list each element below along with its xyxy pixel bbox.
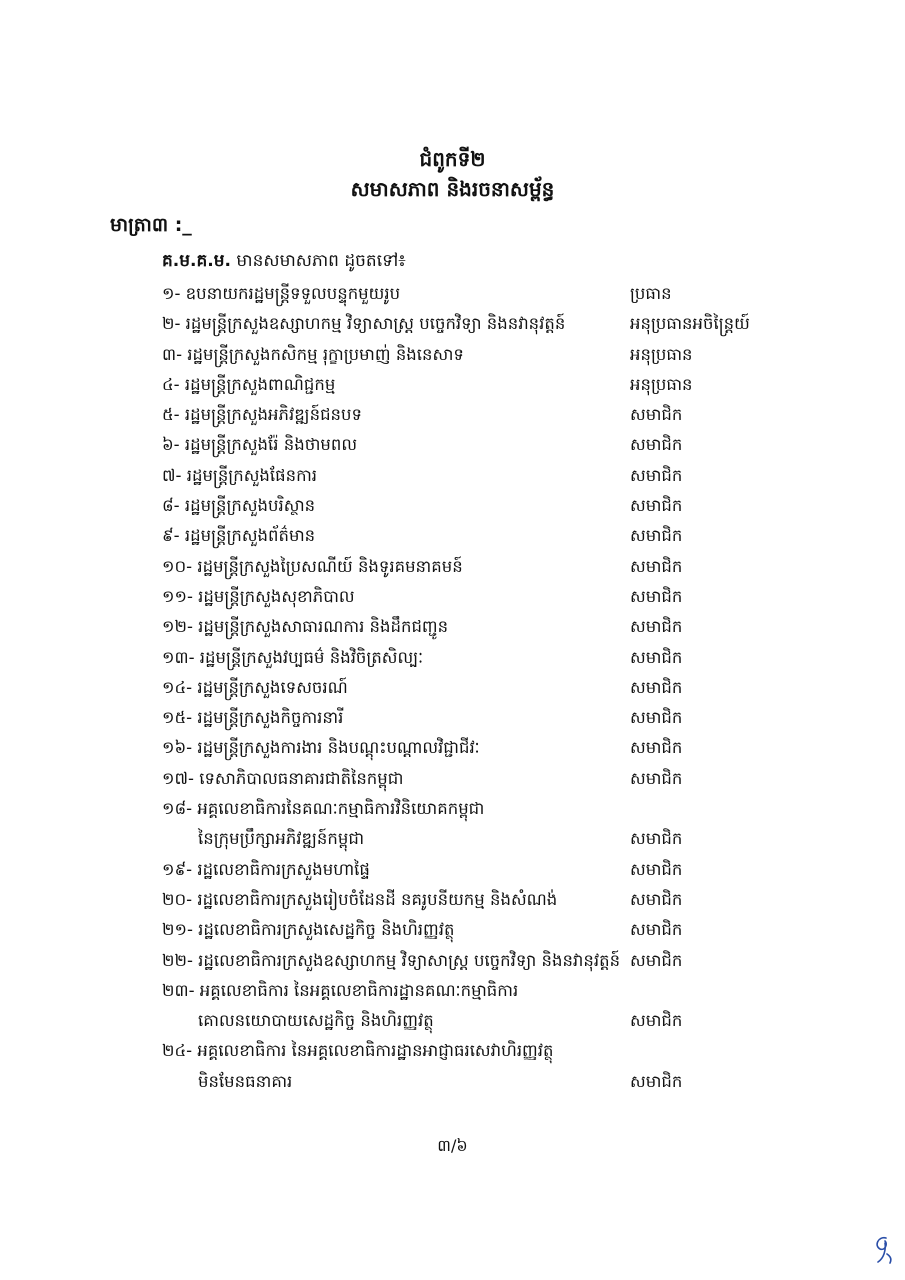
member-title: ៩- រដ្ឋមន្ត្រីក្រសួងព័ត៌មាន: [162, 526, 316, 546]
member-title: ២០- រដ្ឋលេខាធិការក្រសួងរៀបចំដែនដី នគរូបនីយកម្ម និងសំណង់: [162, 889, 558, 909]
member-title: គោលនយោបាយសេដ្ឋកិច្ច និងហិរញ្ញវត្ថុ: [198, 1011, 434, 1031]
article-heading: មាត្រា៣ :_: [110, 214, 192, 236]
member-row: [0, 461, 905, 491]
member-title: ៨- រដ្ឋមន្ត្រីក្រសួងបរិស្ថាន: [162, 496, 316, 516]
member-row: [0, 370, 905, 400]
member-title: នៃក្រុមប្រឹក្សាអភិវឌ្ឍន៍កម្ពុជា: [198, 829, 365, 849]
member-row: [0, 824, 905, 854]
member-role: សមាជិក: [630, 526, 683, 546]
member-row: [0, 915, 905, 945]
member-row: [0, 279, 905, 309]
member-role: អនុប្រធានអចិន្ត្រៃយ៍: [630, 314, 750, 334]
chapter-number: ជំពូកទី២: [419, 147, 486, 171]
member-title: ១៥- រដ្ឋមន្ត្រីក្រសួងកិច្ចការនារី: [162, 708, 344, 728]
member-role: សមាជិក: [630, 920, 683, 940]
chapter-title: សមាសភាព និងរចនាសម្ព័ន្ធ: [350, 177, 555, 201]
member-title: ២១- រដ្ឋលេខាធិការក្រសួងសេដ្ឋកិច្ច និងហិរញ្ញវត្ថុ: [162, 920, 455, 940]
member-role: សមាជិក: [630, 859, 683, 879]
member-title: ៧- រដ្ឋមន្ត្រីក្រសួងផែនការ: [162, 465, 318, 485]
member-list: [0, 279, 905, 1097]
member-role: សមាជិក: [630, 1011, 683, 1031]
member-role: សមាជិក: [630, 647, 683, 667]
member-row: [0, 582, 905, 612]
member-row: [0, 764, 905, 794]
member-role: សមាជិក: [630, 435, 683, 455]
member-row: [0, 491, 905, 521]
member-title: ៣- រដ្ឋមន្ត្រីក្រសួងកសិកម្ម រុក្ខាប្រមាញ់ និងនេសាទ: [162, 344, 464, 364]
member-role: សមាជិក: [630, 677, 683, 697]
intro-text: មានសមាសភាព ដូចតទៅ៖: [231, 251, 406, 271]
member-row: [0, 855, 905, 885]
member-title: ៤- រដ្ឋមន្ត្រីក្រសួងពាណិជ្ជកម្ម: [162, 374, 336, 394]
member-title: ១៣- រដ្ឋមន្ត្រីក្រសួងវប្បធម៌ និងវិចិត្រសិល្បៈ: [162, 647, 424, 667]
member-title: ២២- រដ្ឋលេខាធិការក្រសួងឧស្សាហកម្ម វិទ្យាសាស្ត្រ បច្ចេកវិទ្យា និងនវានុវត្តន៍: [162, 950, 621, 970]
member-role: សមាជិក: [630, 617, 683, 637]
member-title: ៥- រដ្ឋមន្ត្រីក្រសួងអភិវឌ្ឍន៍ជនបទ: [162, 405, 362, 425]
member-title: ១៦- រដ្ឋមន្ត្រីក្រសួងការងារ និងបណ្តុះបណ្តាលវិជ្ជាជីវៈ: [162, 738, 480, 758]
member-role: សមាជិក: [630, 768, 683, 788]
member-row: [0, 794, 905, 824]
member-role: អនុប្រធាន: [630, 374, 693, 394]
member-row: [0, 885, 905, 915]
member-row: [0, 430, 905, 460]
member-row: [0, 340, 905, 370]
member-role: សមាជិក: [630, 889, 683, 909]
member-title: ៦- រដ្ឋមន្ត្រីក្រសួងរ៉ែ និងថាមពល: [162, 435, 358, 455]
member-role: សមាជិក: [630, 405, 683, 425]
page-number: ៣/៦: [437, 1136, 468, 1155]
member-role: សមាជិក: [630, 586, 683, 606]
member-role: សមាជិក: [630, 829, 683, 849]
member-title: ១២- រដ្ឋមន្ត្រីក្រសួងសាធារណការ និងដឹកជញ្ជូន: [162, 617, 449, 637]
member-title: ១៤- រដ្ឋមន្ត្រីក្រសួងទេសចរណ៍: [162, 677, 348, 697]
member-row: [0, 703, 905, 733]
committee-abbreviation: គ.ម.គ.ម.: [162, 251, 231, 271]
member-role: អនុប្រធាន: [630, 344, 693, 364]
member-row: [0, 1036, 905, 1066]
member-role: សមាជិក: [630, 496, 683, 516]
member-row: [0, 673, 905, 703]
member-role: សមាជិក: [630, 708, 683, 728]
member-row: [0, 1006, 905, 1036]
member-role: ប្រធាន: [630, 284, 672, 303]
signature-mark-icon: [868, 1232, 896, 1268]
member-title: ១៩- រដ្ឋលេខាធិការក្រសួងមហាផ្ទៃ: [162, 859, 370, 879]
member-title: ១៨- អគ្គលេខាធិការនៃគណៈកម្មាធិការវិនិយោគកម្ពុជា: [162, 799, 485, 819]
member-row: [0, 1067, 905, 1097]
member-role: សមាជិក: [630, 1071, 683, 1091]
member-title: មិនមែនធនាគារ: [198, 1071, 293, 1091]
member-title: ១០- រដ្ឋមន្ត្រីក្រសួងប្រៃសណីយ៍ និងទូរគមនាគមន៍: [162, 556, 463, 576]
member-row: [0, 521, 905, 551]
member-row: [0, 946, 905, 976]
member-title: ១- ឧបនាយករដ្ឋមន្ត្រីទទួលបន្ទុកមួយរូប: [162, 284, 401, 303]
member-row: [0, 612, 905, 642]
member-row: [0, 976, 905, 1006]
member-role: សមាជិក: [630, 556, 683, 576]
member-role: សមាជិក: [630, 950, 683, 970]
member-row: [0, 643, 905, 673]
member-role: សមាជិក: [630, 465, 683, 485]
member-title: ២- រដ្ឋមន្ត្រីក្រសួងឧស្សាហកម្ម វិទ្យាសាស្ត្រ បច្ចេកវិទ្យា និងនវានុវត្តន៍: [162, 314, 566, 334]
member-title: ១១- រដ្ឋមន្ត្រីក្រសួងសុខាភិបាល: [162, 586, 355, 606]
member-row: [0, 309, 905, 339]
member-row: [0, 552, 905, 582]
member-row: [0, 400, 905, 430]
article-intro: [162, 250, 406, 275]
member-title: ១៧- ទេសាភិបាលធនាគារជាតិនៃកម្ពុជា: [162, 768, 404, 788]
member-role: សមាជិក: [630, 738, 683, 758]
member-title: ២៣- អគ្គលេខាធិការ នៃអគ្គលេខាធិការដ្ឋានគណៈកម្មាធិការ: [162, 980, 519, 1000]
member-row: [0, 733, 905, 763]
member-title: ២៤- អគ្គលេខាធិការ នៃអគ្គលេខាធិការដ្ឋានអាជ្ញាធរសេវាហិរញ្ញវត្ថុ: [162, 1041, 554, 1061]
